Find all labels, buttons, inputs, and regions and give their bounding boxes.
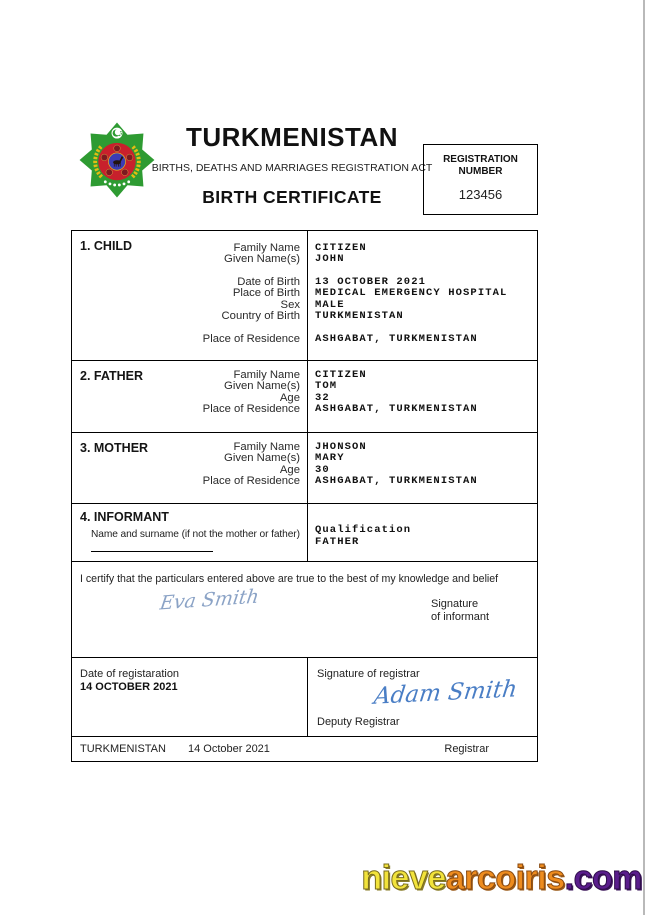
signature-caption-line2: of informant	[431, 610, 490, 623]
date-of-registration-value: 14 OCTOBER 2021	[80, 681, 178, 693]
mother-labels-cell	[72, 433, 308, 503]
father-family-name-value: CITIZEN	[315, 369, 367, 381]
informant-heading: 4. INFORMANT	[80, 510, 169, 524]
age-label: Age	[279, 463, 300, 476]
registration-number-box	[423, 144, 538, 215]
father-age-value: 32	[315, 391, 330, 404]
mother-place-of-residence-value: ASHGABAT, TURKMENISTAN	[315, 475, 478, 488]
mother-family-name-value: JHONSON	[315, 441, 367, 453]
father-given-names-value: TOM	[315, 380, 338, 393]
mother-given-names-value: MARY	[315, 452, 345, 465]
section-child	[72, 231, 537, 360]
child-sex-value: MALE	[315, 298, 345, 311]
father-values-cell	[308, 361, 537, 432]
child-labels-cell	[72, 231, 308, 360]
signature-of-informant-caption	[431, 598, 489, 623]
signature-of-registrar-label: Signature of registrar	[317, 668, 420, 680]
father-place-of-residence-value: ASHGABAT, TURKMENISTAN	[315, 403, 478, 416]
registrar-signature: Adam Smith	[372, 676, 519, 710]
registration-number-label: REGISTRATION NUMBER	[443, 154, 518, 177]
informant-note: Name and surname (if not the mother or father)	[91, 529, 300, 540]
child-family-name-value: CITIZEN	[315, 242, 367, 254]
child-place-of-birth-value: MEDICAL EMERGENCY HOSPITAL	[315, 287, 508, 300]
child-date-of-birth-value: 13 OCTOBER 2021	[315, 275, 427, 288]
deputy-registrar-label: Deputy Registrar	[317, 716, 400, 728]
informant-signature: Eva Smith	[158, 585, 261, 615]
country-title: TURKMENISTAN	[185, 122, 399, 152]
act-subtitle: BIRTHS, DEATHS AND MARRIAGES REGISTRATION ACT	[151, 162, 433, 174]
given-names-label: Given Name(s)	[224, 380, 300, 393]
section-informant	[72, 503, 537, 561]
certificate-table	[71, 230, 538, 762]
mother-values-cell	[308, 433, 537, 503]
page-edge-line	[643, 0, 645, 915]
informant-values-cell	[308, 504, 537, 561]
mother-age-value: 30	[315, 463, 330, 476]
place-of-residence-label: Place of Residence	[202, 403, 300, 416]
place-of-birth-label: Place of Birth	[232, 287, 300, 300]
qualification-value: FATHER	[315, 536, 360, 548]
child-values-cell	[308, 231, 537, 360]
turkmenistan-emblem-icon	[78, 121, 156, 199]
informant-name-blank-line	[91, 551, 213, 552]
date-of-birth-label: Date of Birth	[237, 275, 300, 288]
place-of-residence-label: Place of Residence	[202, 475, 300, 488]
given-names-label: Given Name(s)	[224, 253, 300, 266]
date-of-registration-label: Date of registaration	[80, 668, 180, 680]
header	[151, 121, 433, 213]
age-label: Age	[279, 391, 300, 404]
section-footer-strip	[72, 736, 537, 761]
qualification-label: Qualification	[315, 524, 412, 536]
registration-date-cell	[72, 658, 308, 736]
sex-label: Sex	[280, 298, 300, 311]
footer-date: 14 October 2021	[187, 743, 270, 755]
certification-statement: I certify that the particulars entered above are true to the best of my knowledge and belief	[80, 573, 499, 585]
document-title: BIRTH CERTIFICATE	[202, 187, 382, 207]
section-father	[72, 360, 537, 432]
child-heading: 1. CHILD	[80, 239, 133, 253]
footer-registrar-label: Registrar	[444, 743, 489, 755]
watermark-part-nieve: nieve	[361, 859, 446, 897]
given-names-label: Given Name(s)	[224, 452, 300, 465]
father-labels-cell	[72, 361, 308, 432]
mother-heading: 3. MOTHER	[80, 441, 149, 455]
section-mother	[72, 432, 537, 503]
site-watermark	[361, 859, 642, 898]
family-name-label: Family Name	[233, 369, 300, 381]
child-given-names-value: JOHN	[315, 253, 345, 266]
watermark-part-com: .com	[564, 859, 642, 897]
family-name-label: Family Name	[233, 242, 300, 254]
country-of-birth-label: Country of Birth	[221, 309, 300, 322]
informant-left-cell	[72, 504, 308, 561]
family-name-label: Family Name	[233, 441, 300, 453]
child-place-of-residence-value: ASHGABAT, TURKMENISTAN	[315, 333, 478, 346]
section-certification	[72, 561, 537, 657]
signature-caption-line1: Signature	[431, 598, 479, 610]
watermark-part-arcoiris: arcoiris	[445, 859, 565, 897]
place-of-residence-label: Place of Residence	[202, 333, 300, 346]
father-heading: 2. FATHER	[80, 369, 143, 383]
registration-number-value: 123456	[458, 187, 503, 202]
registrar-signature-cell	[308, 658, 537, 736]
child-country-of-birth-value: TURKMENISTAN	[315, 309, 404, 322]
footer-country: TURKMENISTAN	[80, 743, 166, 755]
section-registration	[72, 657, 537, 736]
